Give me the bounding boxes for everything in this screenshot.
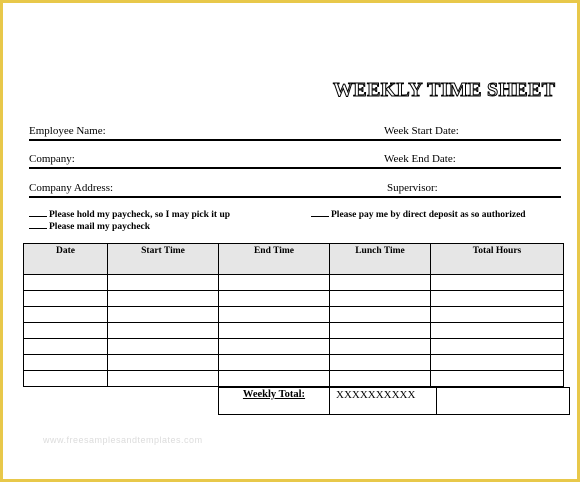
option-direct-deposit-label: Please pay me by direct deposit as so authorized bbox=[331, 210, 526, 220]
week-start-label: Week Start Date: bbox=[384, 125, 459, 137]
table-header-row bbox=[24, 244, 564, 275]
weekly-total-hours-cell[interactable] bbox=[437, 388, 570, 415]
table-cell[interactable] bbox=[108, 371, 219, 387]
table-cell[interactable] bbox=[108, 307, 219, 323]
option-mail-paycheck-label: Please mail my paycheck bbox=[49, 222, 151, 232]
table-cell[interactable] bbox=[24, 339, 108, 355]
table-row bbox=[24, 339, 564, 355]
table-row bbox=[24, 323, 564, 339]
option-direct-deposit[interactable] bbox=[311, 210, 526, 220]
table-cell[interactable] bbox=[219, 371, 330, 387]
timesheet-table bbox=[23, 243, 564, 387]
company-address-label: Company Address: bbox=[29, 182, 114, 194]
table-cell[interactable] bbox=[431, 355, 564, 371]
col-header-date: Date bbox=[24, 244, 108, 275]
table-cell[interactable] bbox=[431, 371, 564, 387]
table-cell[interactable] bbox=[219, 291, 330, 307]
table-cell[interactable] bbox=[330, 291, 431, 307]
table-cell[interactable] bbox=[219, 275, 330, 291]
field-row-employee bbox=[29, 123, 561, 141]
table-row bbox=[24, 371, 564, 387]
table-cell[interactable] bbox=[330, 323, 431, 339]
table-row bbox=[24, 291, 564, 307]
weekly-total-value[interactable]: XXXXXXXXXX bbox=[330, 388, 437, 415]
col-header-lunch-time: Lunch Time bbox=[330, 244, 431, 275]
employee-name-label: Employee Name: bbox=[29, 125, 106, 137]
table-cell[interactable] bbox=[108, 291, 219, 307]
checkbox-blank bbox=[311, 216, 329, 217]
table-cell[interactable] bbox=[431, 339, 564, 355]
table-cell[interactable] bbox=[24, 371, 108, 387]
table-cell[interactable] bbox=[330, 307, 431, 323]
col-header-end-time: End Time bbox=[219, 244, 330, 275]
table-cell[interactable] bbox=[108, 323, 219, 339]
table-cell[interactable] bbox=[219, 339, 330, 355]
col-header-total-hours: Total Hours bbox=[431, 244, 564, 275]
week-end-label: Week End Date: bbox=[384, 153, 456, 165]
col-header-start-time: Start Time bbox=[108, 244, 219, 275]
table-cell[interactable] bbox=[431, 275, 564, 291]
table-cell[interactable] bbox=[219, 323, 330, 339]
table-cell[interactable] bbox=[24, 275, 108, 291]
supervisor-label: Supervisor: bbox=[387, 182, 438, 194]
table-row bbox=[24, 307, 564, 323]
table-cell[interactable] bbox=[108, 275, 219, 291]
weekly-total-label: Weekly Total: bbox=[219, 388, 330, 415]
table-cell[interactable] bbox=[24, 323, 108, 339]
page-title: WEEKLY TIME SHEET bbox=[333, 79, 556, 101]
table-cell[interactable] bbox=[431, 307, 564, 323]
watermark: www.freesamplesandtemplates.com bbox=[43, 435, 203, 445]
company-label: Company: bbox=[29, 153, 75, 165]
table-cell[interactable] bbox=[219, 307, 330, 323]
table-cell[interactable] bbox=[108, 339, 219, 355]
option-hold-paycheck[interactable] bbox=[29, 210, 230, 220]
table-cell[interactable] bbox=[330, 339, 431, 355]
table-cell[interactable] bbox=[330, 371, 431, 387]
table-cell[interactable] bbox=[108, 355, 219, 371]
table-cell[interactable] bbox=[24, 307, 108, 323]
table-cell[interactable] bbox=[330, 275, 431, 291]
weekly-total-table bbox=[218, 387, 570, 415]
table-cell[interactable] bbox=[24, 355, 108, 371]
checkbox-blank bbox=[29, 228, 47, 229]
option-hold-paycheck-label: Please hold my paycheck, so I may pick it up bbox=[49, 210, 231, 220]
table-cell[interactable] bbox=[431, 323, 564, 339]
weekly-total-row bbox=[219, 388, 570, 415]
table-row bbox=[24, 275, 564, 291]
table-cell[interactable] bbox=[431, 291, 564, 307]
table-row bbox=[24, 355, 564, 371]
option-mail-paycheck[interactable] bbox=[29, 222, 150, 232]
table-cell[interactable] bbox=[219, 355, 330, 371]
field-row-company bbox=[29, 151, 561, 169]
checkbox-blank bbox=[29, 216, 47, 217]
table-cell[interactable] bbox=[24, 291, 108, 307]
table-cell[interactable] bbox=[330, 355, 431, 371]
field-row-address bbox=[29, 180, 561, 198]
